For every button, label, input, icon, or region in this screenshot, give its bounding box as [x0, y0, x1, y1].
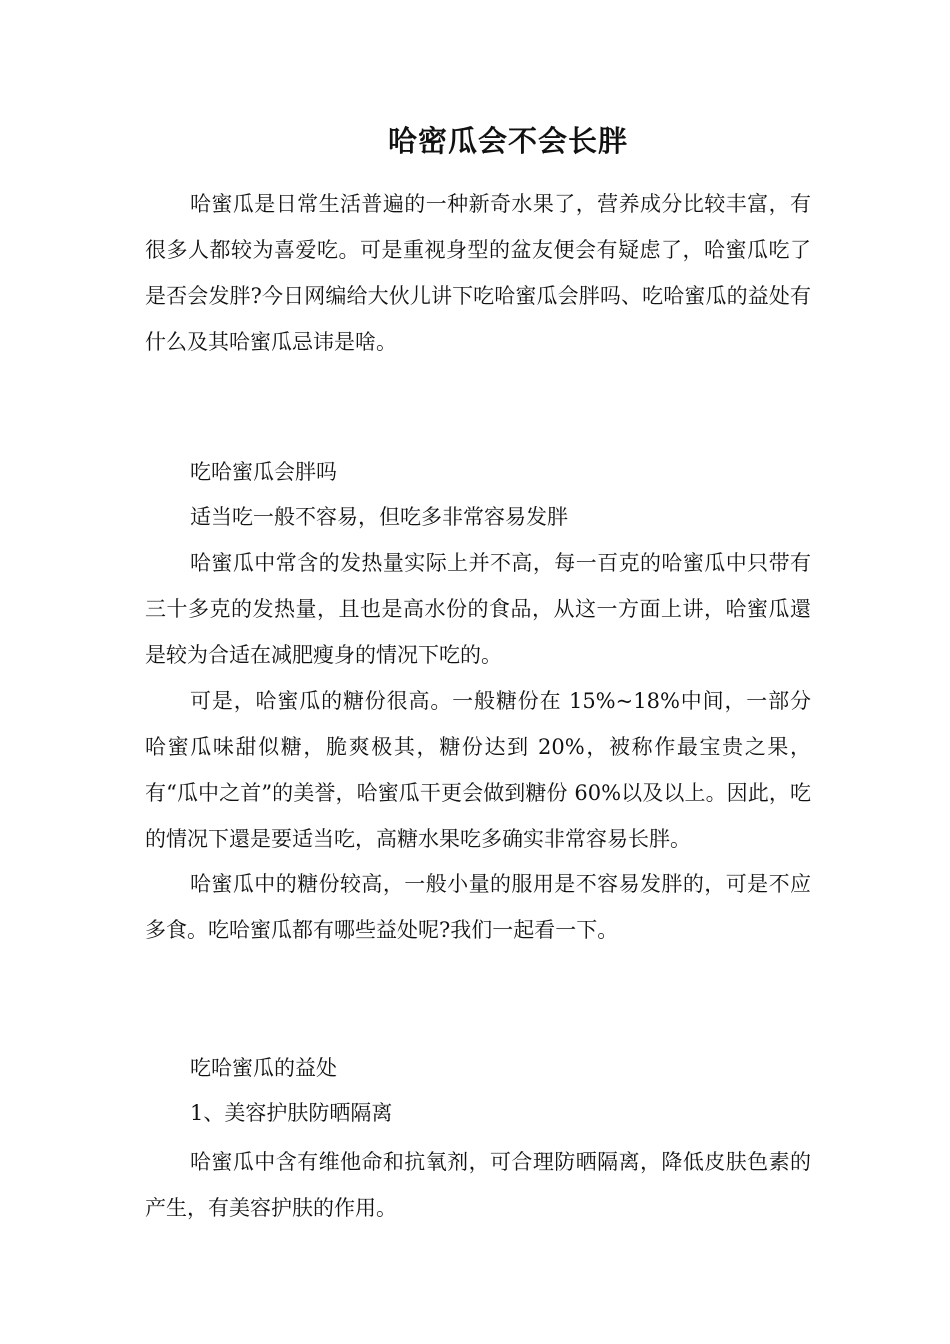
section-heading-fat: 吃哈蜜瓜会胖吗	[190, 460, 337, 484]
benefit-item-title: 1、美容护肤防晒隔离	[190, 1101, 393, 1125]
section-subheading-fat: 适当吃一般不容易，但吃多非常容易发胖	[190, 505, 568, 529]
section-heading-benefits: 吃哈蜜瓜的益处	[190, 1056, 337, 1080]
paragraph-calories: 哈蜜瓜中常含的发热量实际上并不高，每一百克的哈蜜瓜中只带有三十多克的发热量，且也是高水份的食品，从这一方面上讲，哈蜜瓜還是较为合适在减肥瘦身的情况下吃的。	[145, 551, 811, 667]
paragraph-moderation: 哈蜜瓜中的糖份较高，一般小量的服用是不容易发胖的，可是不应多食。吃哈蜜瓜都有哪些益处呢?我们一起看一下。	[145, 872, 811, 942]
document-title: 哈密瓜会不会长胖	[387, 124, 628, 158]
paragraph-sugar: 可是，哈蜜瓜的糖份很高。一般糖份在 15%~18%中间，一部分哈蜜瓜味甜似糖，脆爽极其，糖份达到 20%，被称作最宝贵之果，有“瓜中之首”的美誉，哈蜜瓜干更会做到糖份 60%以及以上。因此，吃的情况下還是要适当吃，高糖水果吃多确实非常容易长胖。	[145, 689, 811, 851]
benefit-item-text: 哈蜜瓜中含有维他命和抗氧剂，可合理防晒隔离，降低皮肤色素的产生，有美容护肤的作用。	[145, 1150, 811, 1220]
intro-paragraph: 哈蜜瓜是日常生活普遍的一种新奇水果了，营养成分比较丰富，有很多人都较为喜爱吃。可是重视身型的盆友便会有疑虑了，哈蜜瓜吃了是否会发胖?今日网编给大伙儿讲下吃哈蜜瓜会胖吗、吃哈蜜瓜的益处有什么及其哈蜜瓜忌讳是啥。	[145, 192, 811, 354]
